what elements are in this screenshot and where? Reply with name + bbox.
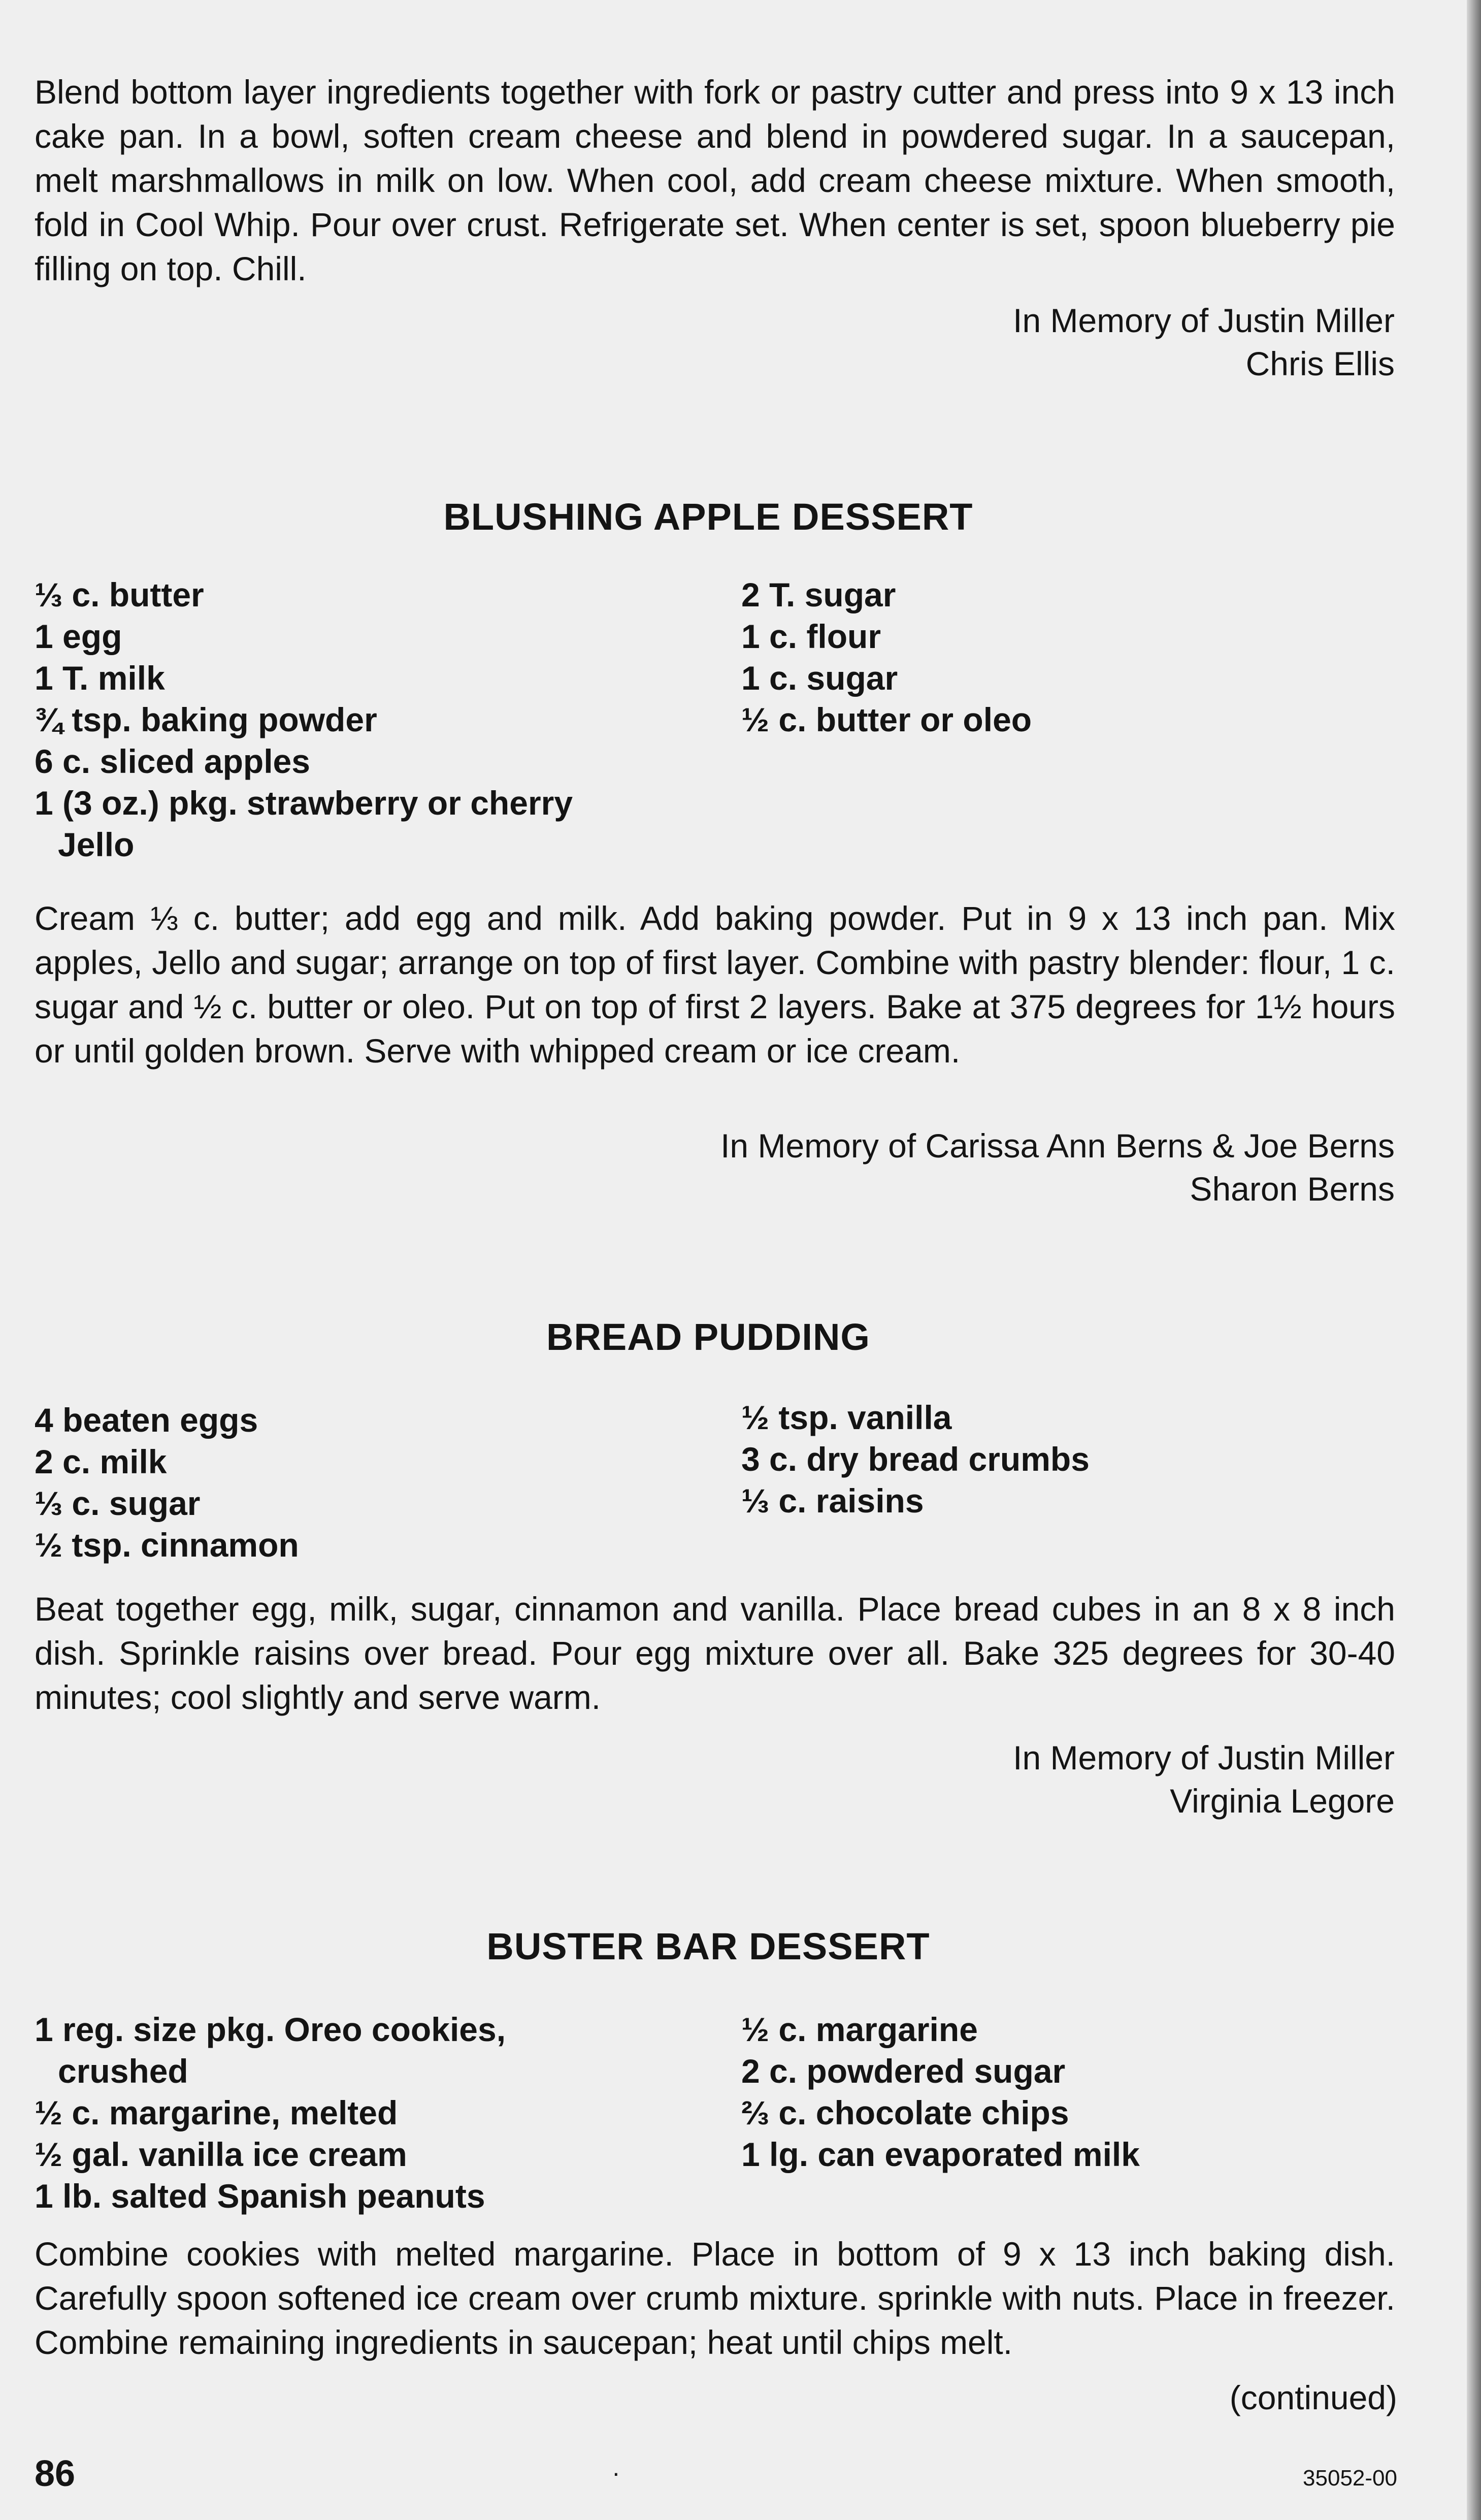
page-edge-shadow [1467, 0, 1481, 2520]
ingredient-item: ½ c. butter or oleo [741, 701, 1032, 738]
ingredient-item: 2 c. milk [35, 1443, 167, 1480]
ingredient-item: ⅓ c. sugar [35, 1484, 201, 1522]
directions-bread-pudding: Beat together egg, milk, sugar, cinnamon and vanilla. Place bread cubes in an 8 x 8 inch dish. Sprinkle raisins over bread. Pour egg mixture over all. Bake 325 degrees for 30-40 minutes; cool slightly and serve warm. [35, 1590, 1395, 1716]
ingredients-right-blushing-apple [741, 574, 1401, 740]
ingredient-item: ½ c. margarine, melted [35, 2094, 398, 2131]
credit-memory-bread-pudding: In Memory of Justin Miller [1013, 1739, 1395, 1776]
ingredient-item: 1 reg. size pkg. Oreo cookies, crushed [35, 2011, 506, 2090]
ingredient-item: ½ tsp. vanilla [741, 1399, 952, 1436]
ingredient-item: 4 beaten eggs [35, 1401, 258, 1439]
intro-directions: Blend bottom layer ingredients together with fork or pastry cutter and press into 9 x 13 inch cake pan. In a bowl, soften cream cheese and blend in powdered sugar. In a saucepan, melt marshmallows in milk on low. When cool, add cream cheese mixture. When smooth, fold in Cool Whip. Pour over crust. Refrigerate set. When center is set, spoon blueberry pie filling on top. Chill. [35, 73, 1395, 287]
ingredients-left-buster-bar [35, 2009, 715, 2217]
recipe-title-blushing-apple: BLUSHING APPLE DESSERT [443, 496, 973, 538]
ingredients-left-bread-pudding [35, 1399, 715, 1566]
ingredient-item: ⅓ c. butter [35, 576, 204, 613]
ingredient-item: 1 (3 oz.) pkg. strawberry or cherry Jello [35, 784, 573, 863]
credit-author-bread-pudding: Virginia Legore [1170, 1782, 1395, 1820]
ingredients-left-blushing-apple [35, 574, 715, 865]
ingredient-item: ⅓ c. raisins [741, 1482, 924, 1520]
ingredient-item: 1 egg [35, 618, 122, 655]
ingredient-item: ½ tsp. cinnamon [35, 1526, 299, 1564]
intro-credit-author: Chris Ellis [1245, 345, 1395, 382]
ingredient-item: ½ c. margarine [741, 2011, 978, 2048]
print-code: 35052-00 [1303, 2466, 1397, 2491]
intro-credit-memory: In Memory of Justin Miller [1013, 302, 1395, 339]
ingredients-right-buster-bar [741, 2009, 1401, 2175]
ingredient-item: 3 c. dry bread crumbs [741, 1440, 1090, 1478]
ingredients-right-bread-pudding [741, 1397, 1401, 1522]
recipe-title-bread-pudding: BREAD PUDDING [546, 1316, 870, 1358]
directions-buster-bar: Combine cookies with melted margarine. Place in bottom of 9 x 13 inch baking dish. Carefully spoon softened ice cream over crumb mixture. sprinkle with nuts. Place in freezer. Combine remaining ingredients in saucepan; heat until chips melt. [35, 2235, 1395, 2361]
ingredient-item: 1 c. flour [741, 618, 881, 655]
footer-dot: · [612, 2459, 620, 2487]
credit-author-blushing-apple: Sharon Berns [1190, 1170, 1395, 1208]
ingredient-item: 6 c. sliced apples [35, 742, 310, 780]
ingredient-item: 1 lb. salted Spanish peanuts [35, 2177, 485, 2215]
ingredient-item: ½ gal. vanilla ice cream [35, 2136, 407, 2173]
ingredient-item: ⅔ c. chocolate chips [741, 2094, 1069, 2131]
ingredient-item: 1 c. sugar [741, 659, 898, 697]
ingredient-item: 2 T. sugar [741, 576, 896, 613]
page-number: 86 [35, 2453, 76, 2494]
ingredient-item: 1 lg. can evaporated milk [741, 2136, 1140, 2173]
continued-note: (continued) [1229, 2379, 1397, 2416]
directions-blushing-apple: Cream ⅓ c. butter; add egg and milk. Add baking powder. Put in 9 x 13 inch pan. Mix apples, Jello and sugar; arrange on top of first layer. Combine with pastry blender: flour, 1 c. sugar and ½ c. butter or oleo. Put on top of first 2 layers. Bake at 375 degrees for 1½ hours or until golden brown. Serve with whipped cream or ice cream. [35, 899, 1395, 1070]
ingredient-item: 1 T. milk [35, 659, 165, 697]
recipe-title-buster-bar: BUSTER BAR DESSERT [486, 1925, 930, 1967]
ingredient-item: ¾ tsp. baking powder [35, 701, 377, 738]
credit-memory-blushing-apple: In Memory of Carissa Ann Berns & Joe Berns [720, 1127, 1395, 1165]
ingredient-item: 2 c. powdered sugar [741, 2052, 1066, 2090]
